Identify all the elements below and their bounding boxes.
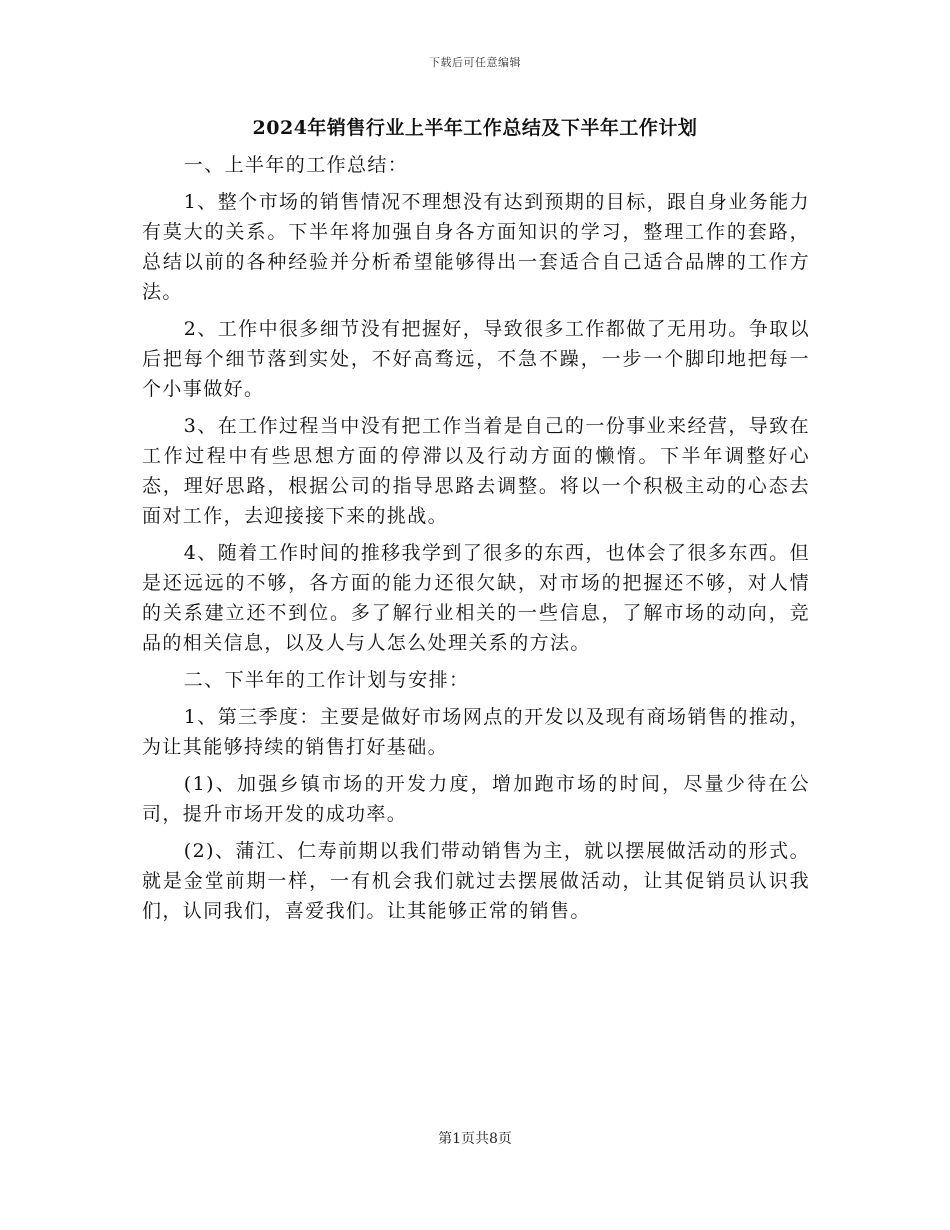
document-title: 2024年销售行业上半年工作总结及下半年工作计划 — [252, 117, 698, 139]
section-heading-second-half: 二、下半年的工作计划与安排： — [183, 669, 470, 691]
header-note: 下载后可任意编辑 — [429, 56, 521, 69]
paragraph-plan-1-2: (2)、蒲江、仁寿前期以我们带动销售为主，就以摆展做活动的形式。就是金堂前期一样，一有机会我们就过去摆展做活动，让其促销员认识我们，认同我们，喜爱我们。让其能够正常的销售。 — [142, 840, 810, 922]
paragraph-summary-3: 3、在工作过程当中没有把工作当着是自己的一份事业来经营，导致在工作过程中有些思想方面的停滞以及行动方面的懒惰。下半年调整好心态，理好思路，根据公司的指导思路去调整。将以一个积极主动的心态去面对工作，去迎接接下来的挑战。 — [142, 415, 810, 527]
paragraph-plan-1: 1、第三季度：主要是做好市场网点的开发以及现有商场销售的推动，为让其能够持续的销售打好基础。 — [142, 706, 810, 758]
paragraph-summary-2: 2、工作中很多细节没有把握好，导致很多工作都做了无用功。争取以后把每个细节落到实处，不好高骛远，不急不躁，一步一个脚印地把每一个小事做好。 — [142, 318, 810, 400]
paragraph-summary-1: 1、整个市场的销售情况不理想没有达到预期的目标，跟自身业务能力有莫大的关系。下半年将加强自身各方面知识的学习，整理工作的套路，总结以前的各种经验并分析希望能够得出一套适合自己适合品牌的工作方法。 — [142, 191, 810, 303]
section-heading-first-half: 一、上半年的工作总结： — [183, 154, 409, 176]
document-body — [142, 150, 810, 933]
page-number: 第1页共8页 — [438, 1131, 512, 1147]
paragraph-summary-4: 4、随着工作时间的推移我学到了很多的东西，也体会了很多东西。但是还远远的不够，各方面的能力还很欠缺，对市场的把握还不够，对人情的关系建立还不到位。多了解行业相关的一些信息，了解市场的动向，竞品的相关信息，以及人与人怎么处理关系的方法。 — [142, 542, 810, 654]
paragraph-plan-1-1: (1)、加强乡镇市场的开发力度，增加跑市场的时间，尽量少待在公司，提升市场开发的成功率。 — [142, 773, 810, 825]
